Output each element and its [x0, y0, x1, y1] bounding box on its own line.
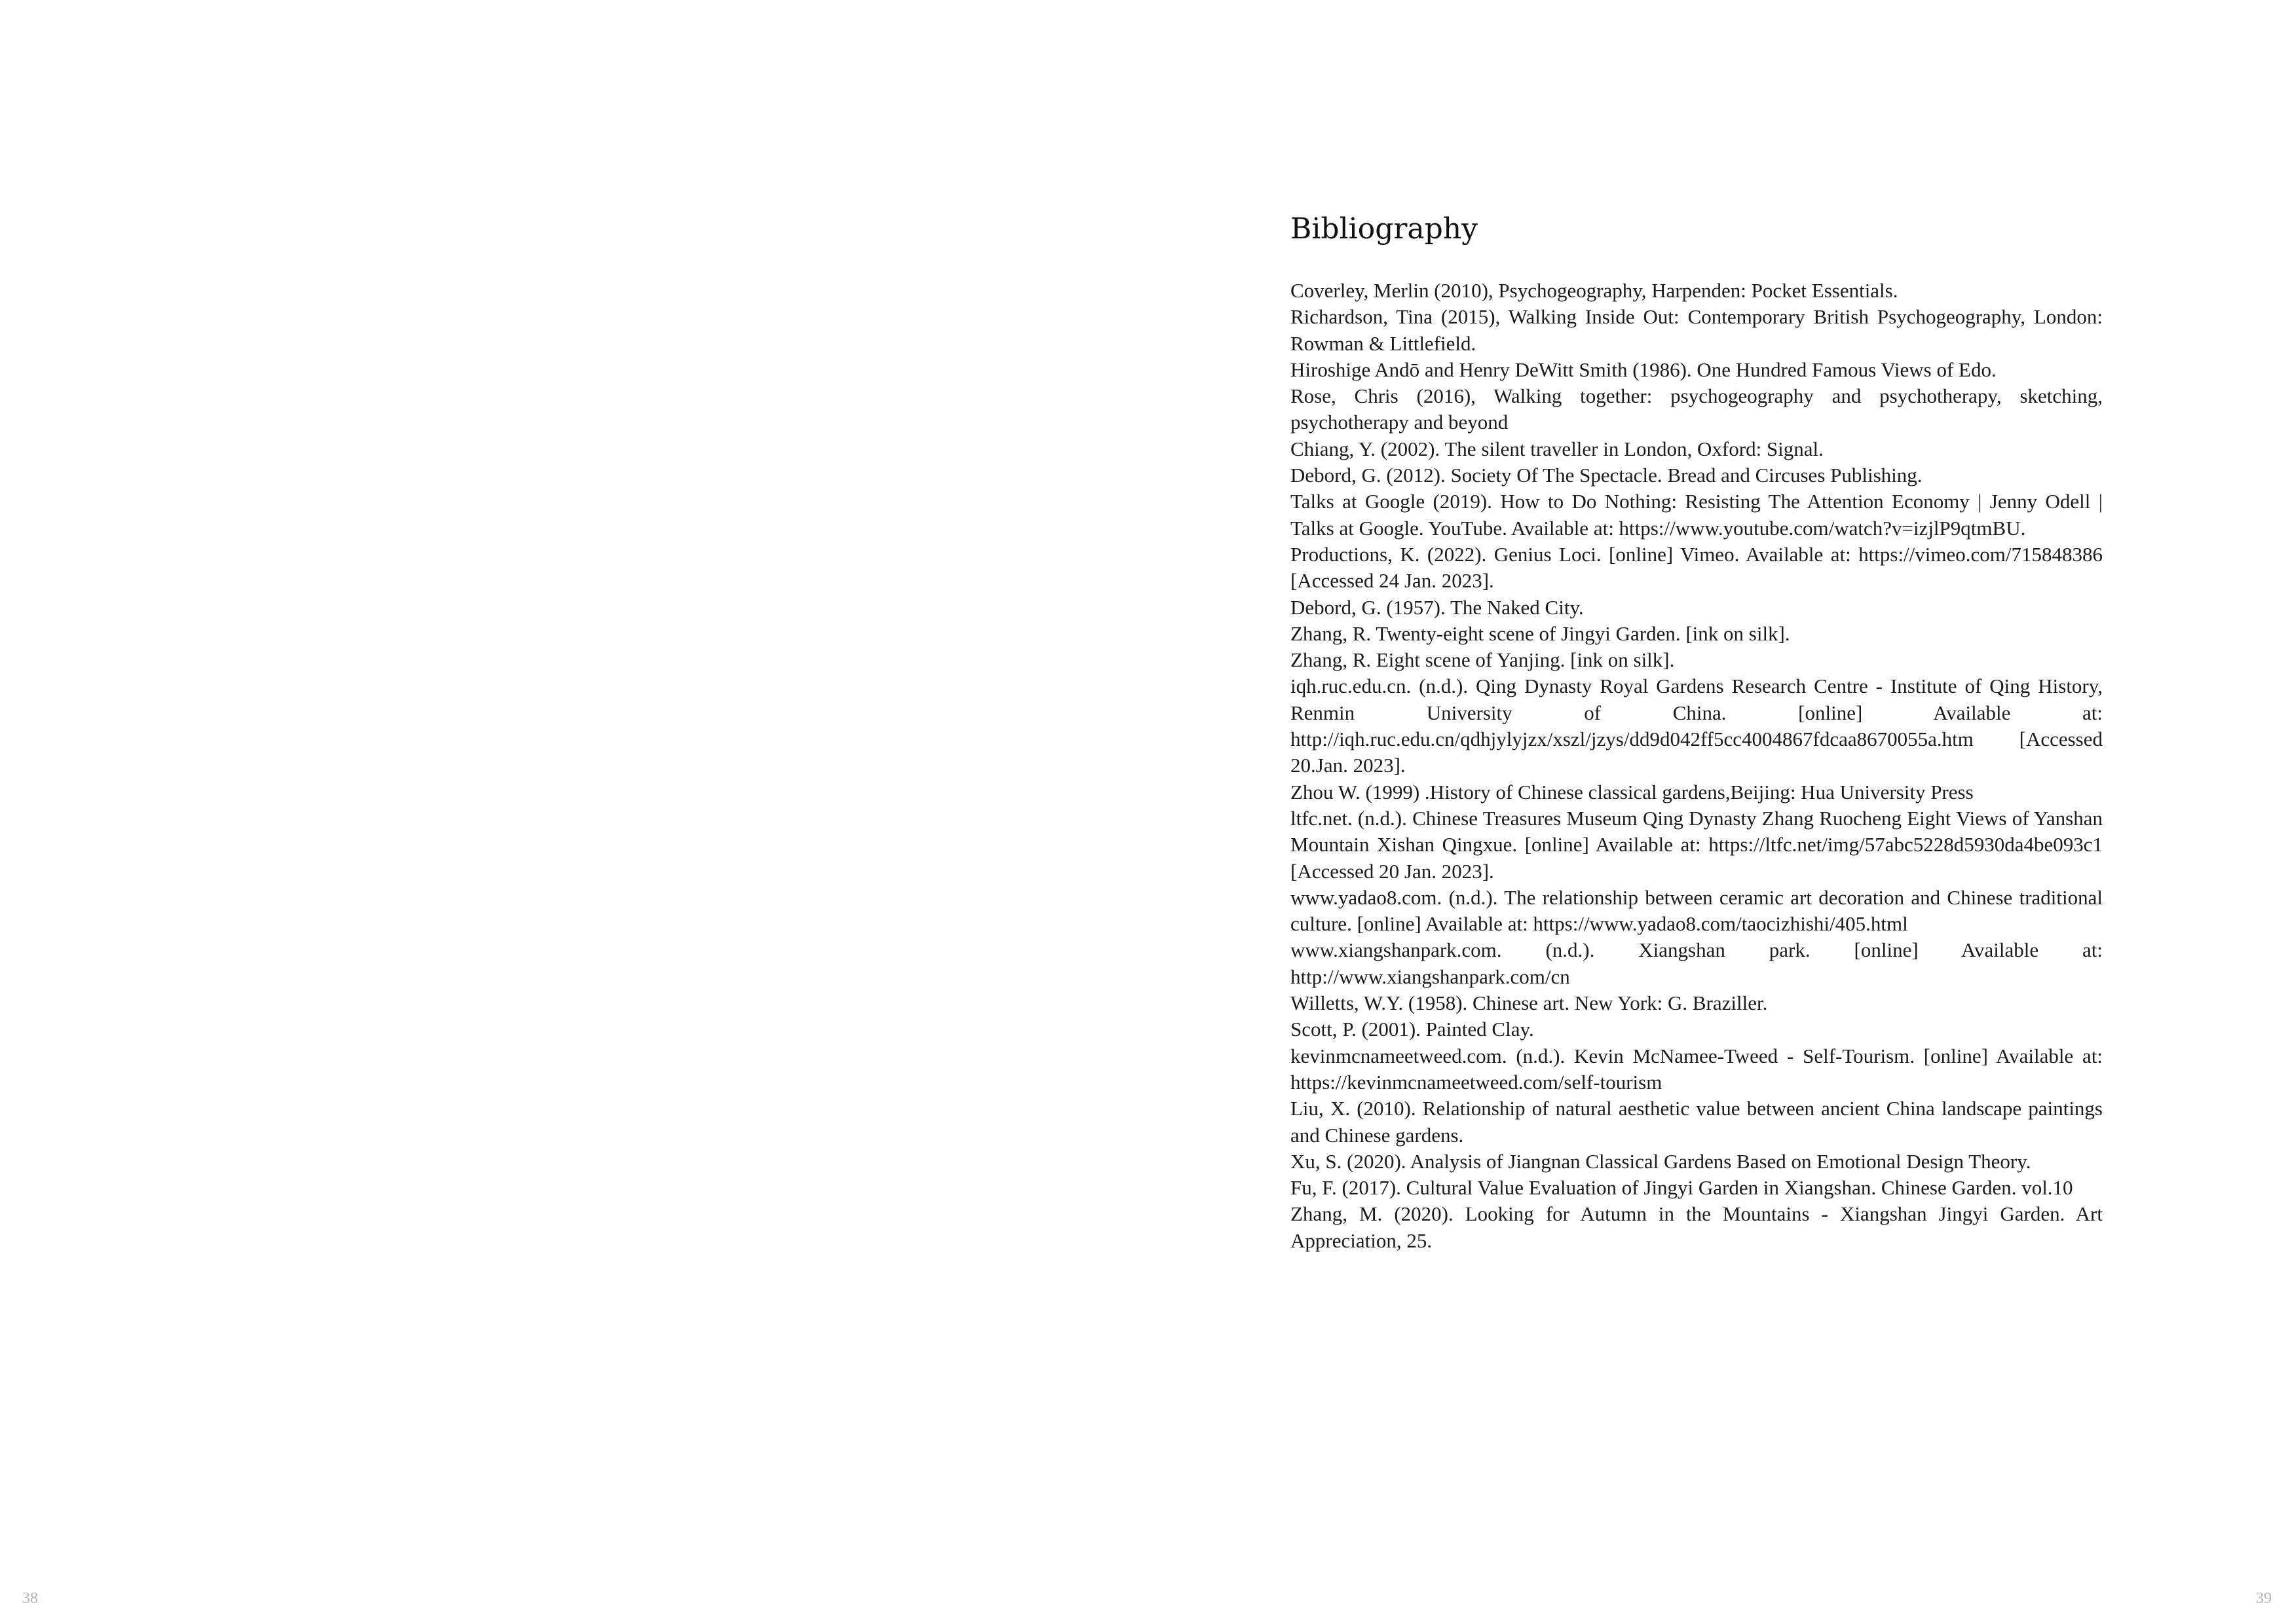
bibliography-entry: www.yadao8.com. (n.d.). The relationship between ceramic art decoration and Chinese traditional culture. [online] Available at: https://www.yadao8.com/taocizhishi/405.html	[1290, 885, 2103, 936]
bibliography-entry: Talks at Google (2019). How to Do Nothing: Resisting The Attention Economy | Jenny Odell | Talks at Google. YouTube. Available at: https://www.youtube.com/watch?v=izjlP9qtmBU.	[1290, 490, 2103, 540]
bibliography-entry: Xu, S. (2020). Analysis of Jiangnan Classical Gardens Based on Emotional Design Theory.	[1290, 1149, 2031, 1173]
bibliography-entry: ltfc.net. (n.d.). Chinese Treasures Museum Qing Dynasty Zhang Ruocheng Eight Views of Yanshan Mountain Xishan Qingxue. [online] Available at: https://ltfc.net/img/57abc5228d5930da4be093c1 [Accessed 20 Jan. 2023].	[1290, 806, 2103, 883]
bibliography-entry: Zhang, R. Twenty-eight scene of Jingyi Garden. [ink on silk].	[1290, 621, 1790, 645]
bibliography-entry: Scott, P. (2001). Painted Clay.	[1290, 1018, 1534, 1041]
bibliography-title: Bibliography	[1290, 212, 1478, 246]
bibliography-entry: iqh.ruc.edu.cn. (n.d.). Qing Dynasty Royal Gardens Research Centre - Institute of Qing History, Renmin University of China. [online] Available at: http://iqh.ruc.edu.cn/qdhjylyjzx/xszl/jzys/dd9d042ff5cc4004867fdcaa8670055a.htm [Accessed 20.Jan. 2023].	[1290, 674, 2103, 777]
page-number-right: 39	[2256, 1590, 2272, 1607]
bibliography-entry: Chiang, Y. (2002). The silent traveller in London, Oxford: Signal.	[1290, 437, 1824, 460]
bibliography-entry: Fu, F. (2017). Cultural Value Evaluation of Jingyi Garden in Xiangshan. Chinese Garden. vol.10	[1290, 1176, 2073, 1200]
bibliography-entry: Rose, Chris (2016), Walking together: psychogeography and psychotherapy, sketching, psychotherapy and beyond	[1290, 384, 2103, 434]
bibliography-entry: Coverley, Merlin (2010), Psychogeography, Harpenden: Pocket Essentials.	[1290, 279, 1898, 302]
bibliography-list	[1290, 278, 2103, 1254]
bibliography-entry: Zhang, M. (2020). Looking for Autumn in the Mountains - Xiangshan Jingyi Garden. Art Appreciation, 25.	[1290, 1202, 2103, 1252]
right-page	[1145, 0, 2290, 1624]
bibliography-entry: Productions, K. (2022). Genius Loci. [online] Vimeo. Available at: https://vimeo.com/715848386 [Accessed 24 Jan. 2023].	[1290, 542, 2103, 593]
bibliography-entry: Willetts, W.Y. (1958). Chinese art. New York: G. Braziller.	[1290, 991, 1768, 1015]
bibliography-entry: Debord, G. (2012). Society Of The Spectacle. Bread and Circuses Publishing.	[1290, 464, 1923, 487]
bibliography-entry: Zhang, R. Eight scene of Yanjing. [ink on silk].	[1290, 648, 1675, 672]
bibliography-entry: Debord, G. (1957). The Naked City.	[1290, 595, 1584, 619]
bibliography-entry: Hiroshige Andō and Henry DeWitt Smith (1986). One Hundred Famous Views of Edo.	[1290, 358, 1997, 381]
bibliography-entry: Richardson, Tina (2015), Walking Inside Out: Contemporary British Psychogeography, London: Rowman & Littlefield.	[1290, 305, 2103, 355]
bibliography-entry: Liu, X. (2010). Relationship of natural aesthetic value between ancient China landscape paintings and Chinese gardens.	[1290, 1097, 2103, 1147]
bibliography-entry: www.xiangshanpark.com. (n.d.). Xiangshan park. [online] Available at: http://www.xiangshanpark.com/cn	[1290, 938, 2103, 988]
bibliography-entry: Zhou W. (1999) .History of Chinese classical gardens,Beijing: Hua University Press	[1290, 780, 1974, 803]
bibliography-entry: kevinmcnameetweed.com. (n.d.). Kevin McNamee-Tweed - Self-Tourism. [online] Available at: https://kevinmcnameetweed.com/self-tourism	[1290, 1044, 2103, 1094]
page-number-left: 38	[22, 1590, 38, 1607]
